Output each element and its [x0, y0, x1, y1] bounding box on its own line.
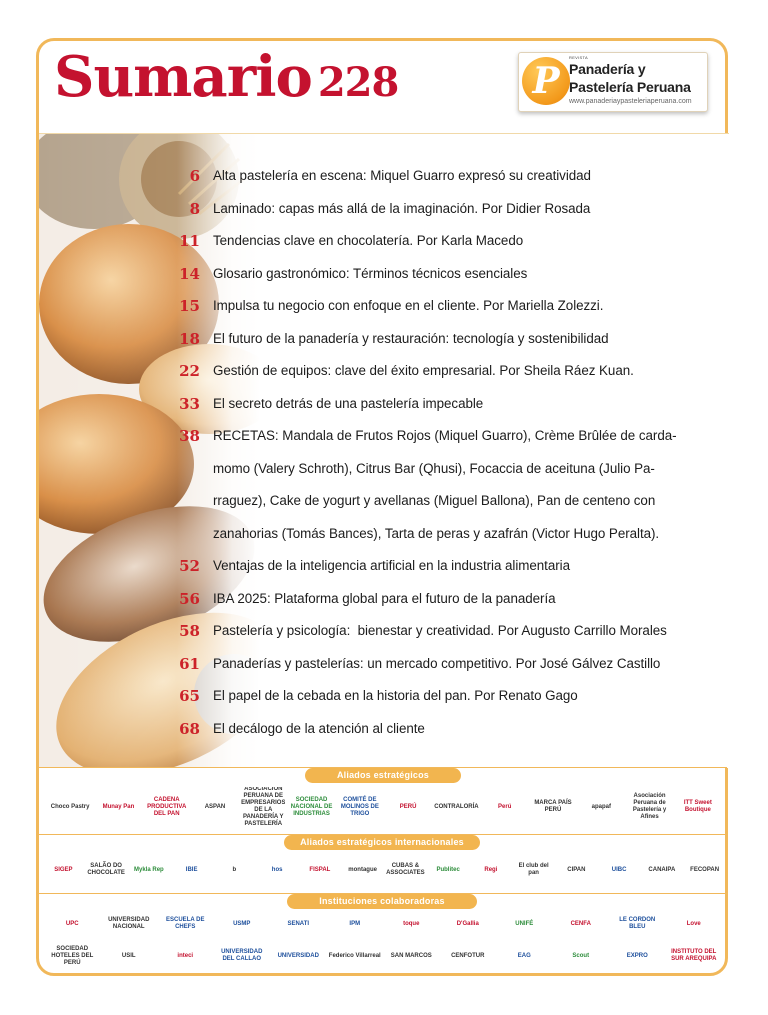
toc-page-number: 58 — [179, 622, 200, 640]
partner-logo: SAN MARCOS — [390, 952, 432, 959]
partner-logo: ITT Sweet Boutique — [683, 800, 712, 813]
toc-title: momo (Valery Schroth), Citrus Bar (Qhusi), Focaccia de aceituna (Julio Pa- — [213, 460, 655, 476]
partner-logo: IBIE — [185, 866, 198, 873]
section-intl-allies: Aliados estratégicos internacionales — [284, 835, 480, 850]
partner-logo: UNIVERSIDAD NACIONAL — [108, 917, 150, 930]
magazine-logo — [518, 52, 708, 112]
toc-page-number: 68 — [179, 719, 200, 738]
partner-logo: EXPRO — [626, 952, 648, 959]
partner-logo: MARCA PAÍS PERÚ — [534, 800, 572, 813]
toc-title: Panaderías y pastelerías: un mercado competitivo. Por José Gálvez Castillo — [213, 655, 661, 671]
partner-logo: ESCUELA DE CHEFS — [166, 917, 205, 930]
partner-logo: UNIFÉ — [515, 920, 534, 927]
toc-title: Laminado: capas más allá de la imaginación. Por Didier Rosada — [213, 200, 591, 216]
partner-logo: CIPAN — [567, 866, 586, 873]
toc-entry — [172, 225, 724, 258]
partner-logo: Munay Pan — [102, 803, 135, 810]
partner-logo: CONTRALORÍA — [434, 803, 479, 810]
toc-entry — [172, 713, 724, 746]
partner-logo: Choco Pastry — [50, 803, 90, 810]
partner-logo: CUBAS & ASSOCIATES — [386, 863, 425, 876]
partner-logo: SOCIEDAD NACIONAL DE INDUSTRIAS — [290, 796, 333, 817]
toc-title: zanahorias (Tomás Bances), Tarta de peras y azafrán (Victor Hugo Peralta). — [213, 525, 660, 541]
logo-url: www.panaderiaypasteleriaperuana.com — [569, 98, 692, 105]
partner-logo: SALÃO DO CHOCOLATE — [87, 863, 125, 876]
partner-logo: UIBC — [611, 866, 627, 873]
partner-logo: SOCIEDAD HOTELES DEL PERÚ — [51, 945, 94, 966]
toc-title: Impulsa tu negocio con enfoque en el cliente. Por Mariella Zolezzi. — [213, 298, 604, 313]
partner-logo: IPM — [349, 920, 361, 927]
partner-logo: COMITÉ DE MOLINOS DE TRIGO — [340, 796, 379, 817]
toc-title: El secreto detrás de una pastelería impecable — [213, 395, 484, 411]
partner-logo: ASOCIACIÓN PERUANA DE EMPRESARIOS DE LA PANADERÍA Y PASTELERÍA — [241, 787, 286, 827]
toc-entry — [172, 648, 724, 681]
partner-logo: inteci — [177, 952, 194, 959]
logo-kicker: REVISTA — [569, 55, 588, 60]
section-institutions: Instituciones colaboradoras — [287, 894, 477, 909]
toc-entry — [172, 680, 724, 713]
toc-page-number: 18 — [179, 329, 200, 348]
partner-logo: Perú — [498, 803, 512, 810]
toc-title: Pastelería y psicología: bienestar y creatividad. Por Augusto Carrillo Morales — [213, 623, 667, 638]
toc-entry — [172, 160, 724, 193]
partner-logo: USIL — [121, 952, 136, 959]
toc-entry — [172, 388, 724, 421]
partner-logo: El club del pan — [518, 863, 549, 876]
partner-logo: INSTITUTO DEL SUR AREQUIPA — [671, 949, 717, 962]
toc-page-number: 38 — [179, 427, 200, 445]
toc-entry — [172, 290, 724, 323]
toc-entry — [172, 453, 724, 486]
toc-entry — [172, 420, 724, 453]
partner-logo: CADENA PRODUCTIVA DEL PAN — [147, 796, 187, 817]
partner-logo: CENFOTUR — [451, 952, 485, 959]
toc-entry — [172, 193, 724, 226]
toc-page-number: 15 — [179, 297, 200, 315]
toc-entry — [172, 518, 724, 551]
partner-logo: UNIVERSIDAD — [277, 952, 319, 959]
toc-title: El futuro de la panadería y restauración: tecnología y sostenibilidad — [213, 330, 609, 346]
page-title — [54, 44, 398, 110]
partner-logo: hos — [271, 866, 283, 873]
partner-logo: Asociación Peruana de Pastelería y Afines — [632, 793, 667, 820]
toc-entry — [172, 583, 724, 616]
partner-logo: D'Gallia — [456, 920, 479, 927]
toc-page-number: 52 — [179, 557, 200, 575]
partner-logo: apapaf — [591, 803, 611, 810]
toc-title: Tendencias clave en chocolatería. Por Karla Macedo — [213, 233, 524, 248]
partner-logo: CENFA — [570, 920, 591, 927]
partner-logo: Love — [686, 920, 701, 927]
toc-title: Glosario gastronómico: Términos técnicos esenciales — [213, 265, 528, 281]
partner-logo: montague — [348, 866, 377, 873]
toc-entry — [172, 258, 724, 291]
toc-page-number: 33 — [179, 394, 200, 413]
toc-page-number: 11 — [179, 232, 200, 250]
issue-number: 228 — [317, 59, 399, 106]
toc-entry — [172, 485, 724, 518]
partner-logo: SIGEP — [54, 866, 73, 873]
toc-title: El decálogo de la atención al cliente — [213, 720, 425, 736]
partner-logo: UNIVERSIDAD DEL CALLAO — [221, 949, 263, 962]
partner-logo: FISPAL — [309, 866, 331, 873]
toc-title: rraguez), Cake de yogurt y avellanas (Miguel Ballona), Pan de centeno con — [213, 493, 656, 508]
toc-entry — [172, 355, 724, 388]
partner-logo: Scout — [572, 952, 590, 959]
partner-logo: FECOPAN — [690, 866, 720, 873]
toc-page-number: 8 — [189, 199, 200, 218]
partner-logo: Regi — [484, 866, 498, 873]
partner-logo: USMP — [233, 920, 251, 927]
toc-title: Ventajas de la inteligencia artificial en la industria alimentaria — [213, 558, 570, 573]
partner-logo: Mykla Rep — [134, 866, 164, 873]
table-of-contents — [172, 160, 724, 745]
toc-title: RECETAS: Mandala de Frutos Rojos (Miquel Guarro), Crème Brûlée de carda- — [213, 428, 677, 443]
p-badge-icon: P — [522, 57, 570, 105]
toc-title: El papel de la cebada en la historia del pan. Por Renato Gago — [213, 688, 578, 703]
toc-page-number: 61 — [179, 654, 200, 673]
partner-logo: EAG — [517, 952, 531, 959]
partner-logo: SENATI — [287, 920, 310, 927]
partner-logo: ASPAN — [204, 803, 226, 810]
logo-name-line2: Pastelería Peruana — [569, 79, 691, 95]
partner-logo: LE CORDON BLEU — [619, 917, 656, 930]
partner-logo: b — [232, 866, 237, 873]
toc-title: IBA 2025: Plataforma global para el futuro de la panadería — [213, 590, 556, 606]
partner-logo: CANAIPA — [648, 866, 676, 873]
partner-logo: UPC — [65, 920, 79, 927]
partner-logo: Publitec — [436, 866, 460, 873]
partner-logo: Federico Villarreal — [328, 952, 381, 959]
section-allies: Aliados estratégicos — [305, 768, 461, 783]
toc-title: Gestión de equipos: clave del éxito empresarial. Por Sheila Ráez Kuan. — [213, 363, 634, 378]
logo-name-line1: Panadería y — [569, 61, 646, 77]
title-text: Sumario — [54, 44, 312, 110]
toc-page-number: 6 — [189, 167, 200, 185]
toc-page-number: 14 — [179, 264, 200, 283]
toc-title: Alta pastelería en escena: Miquel Guarro expresó su creatividad — [213, 168, 591, 183]
toc-entry — [172, 615, 724, 648]
toc-entry — [172, 550, 724, 583]
toc-page-number: 65 — [179, 687, 200, 705]
partner-logo: toque — [403, 920, 420, 927]
toc-page-number: 56 — [179, 589, 200, 608]
toc-entry — [172, 323, 724, 356]
toc-page-number: 22 — [179, 362, 200, 380]
partner-logo: PERÚ — [399, 803, 417, 810]
